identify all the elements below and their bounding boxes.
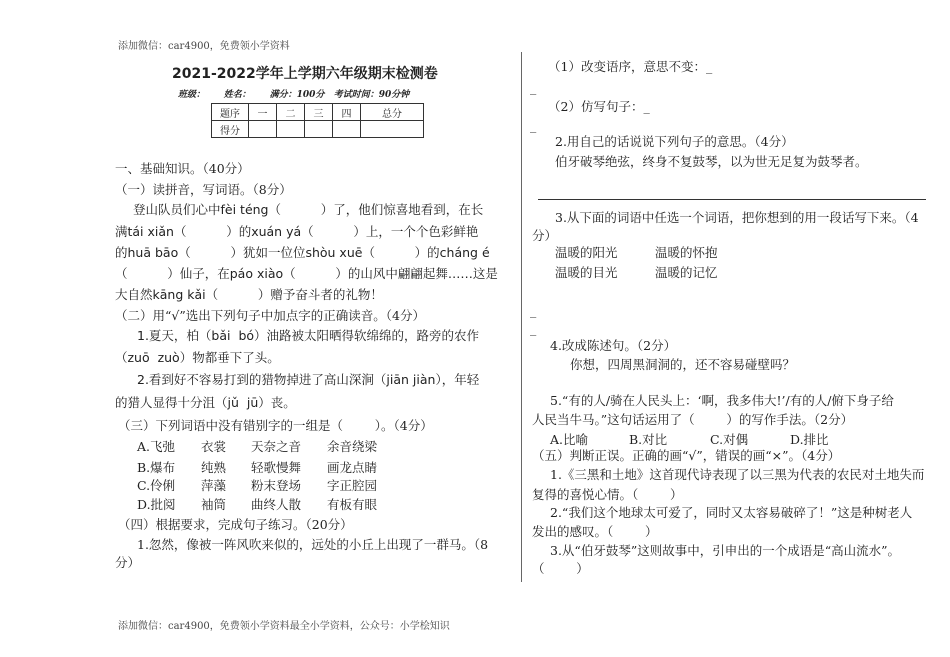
question-text: 2.用自己的话说说下列句子的意思。（4分） — [555, 134, 794, 149]
question-text: 发出的感叹。（ ） — [532, 524, 658, 539]
score-cell: 总分 — [361, 104, 424, 121]
answer-line[interactable]: _ — [530, 118, 537, 133]
word-choice: 温暖的记忆 — [655, 265, 718, 280]
question-text: 登山队员们心中fèi téng（ ）了，他们惊喜地看到，在长 — [133, 202, 484, 217]
option-word: D.批阅 — [137, 497, 176, 512]
column-divider — [521, 52, 522, 582]
section-1-heading: 一、基础知识。（40分） — [115, 161, 250, 176]
question-text: 伯牙破琴绝弦，终身不复鼓琴，以为世无足复为鼓琴者。 — [555, 154, 868, 169]
option-word: A.飞弛 — [137, 439, 176, 454]
option-choice: A.比喻 — [550, 432, 589, 447]
option-word: 袖筒 — [201, 497, 227, 512]
score-cell: 四 — [333, 104, 361, 121]
question-text: 大自然kāng kǎi（ ）赠予奋斗者的礼物！ — [115, 287, 383, 302]
question-text: 2.“我们这个地球太可爱了，同时又太容易破碎了！”这是种树老人 — [550, 505, 913, 520]
answer-line[interactable]: _ — [530, 321, 537, 336]
question-text: 分） — [115, 555, 141, 570]
score-cell: 三 — [305, 104, 333, 121]
option-word: 纯熟 — [201, 460, 227, 475]
option-word: 轻歌慢舞 — [251, 460, 302, 475]
word-choice: 温暖的怀抱 — [655, 245, 718, 260]
score-input-cell[interactable] — [249, 121, 277, 138]
option-choice: B.对比 — [629, 432, 668, 447]
exam-info: 班级： 姓名： 满分：100分 考试时间：90分钟 — [178, 90, 410, 100]
question-heading: （三）下列词语中没有错别字的一组是（ ）。（4分） — [118, 418, 433, 433]
word-choice: 温暖的阳光 — [555, 245, 618, 260]
question-text: 分） — [532, 228, 558, 243]
question-text: 你想，四周黑洞洞的，还不容易碰壁吗？ — [570, 357, 796, 372]
question-text: 1.《三黑和土地》这首现代诗表现了以三黑为代表的农民对土地失而 — [550, 467, 925, 482]
question-text: 3.从下面的词语中任选一个词语，把你想到的用一段话写下来。（4 — [555, 210, 919, 225]
word-choice: 温暖的目光 — [555, 265, 618, 280]
score-cell: 题序 — [212, 104, 249, 121]
question-heading: （四）根据要求，完成句子练习。（20分） — [118, 517, 353, 532]
score-input-cell[interactable] — [305, 121, 333, 138]
option-word: 天奈之音 — [251, 439, 302, 454]
question-heading: （一）读拼音，写词语。（8分） — [115, 182, 292, 197]
option-word: 衣裳 — [201, 439, 227, 454]
question-text: 复得的喜悦心情。（ ） — [532, 487, 683, 502]
option-word: 粉末登场 — [251, 478, 302, 493]
question-text: （ ） — [532, 561, 589, 576]
question-text: （1）改变语序，意思不变：_ — [548, 59, 713, 74]
option-word: 余音绕梁 — [327, 439, 378, 454]
question-text: 人民当牛马。”这句话运用了（ ）的写作手法。（2分） — [532, 412, 854, 427]
question-heading: （二）用“√”选出下列句子中加点字的正确读音。（4分） — [115, 308, 425, 323]
footer-note: 添加微信：car4900，免费领小学资料最全小学资料，公众号：小学桧知识 — [118, 621, 450, 632]
question-text: 3.从“伯牙鼓琴”这则故事中，引申出的一个成语是“高山流水”。 — [550, 543, 900, 558]
score-input-cell[interactable] — [277, 121, 305, 138]
question-heading: （五）判断正误。正确的画“√”，错误的画“×”。（4分） — [532, 448, 841, 463]
answer-underline[interactable] — [538, 199, 926, 200]
score-table-row — [212, 121, 424, 138]
question-text: 满tái xiǎn（ ）的xuán yá（ ）上，一个个色彩鲜艳 — [115, 224, 479, 239]
score-cell: 二 — [277, 104, 305, 121]
option-choice: D.排比 — [790, 432, 829, 447]
question-text: 5.“有的人/骑在人民头上：‘啊，我多伟大!’/有的人/俯下身子给 — [550, 393, 894, 408]
option-word: B.爆布 — [137, 460, 176, 475]
option-word: 曲终人散 — [251, 497, 302, 512]
exam-title: 2021-2022学年上学期六年级期末检测卷 — [172, 66, 438, 82]
question-text: （ ）仙子，在páo xiào（ ）的山风中翩翩起舞……这是 — [115, 266, 498, 281]
question-text: （2）仿写句子：_ — [548, 99, 650, 114]
header-note: 添加微信：car4900，免费领小学资料 — [118, 41, 290, 52]
score-input-cell[interactable] — [333, 121, 361, 138]
option-choice: C.对偶 — [710, 432, 749, 447]
option-word: 有板有眼 — [327, 497, 378, 512]
score-table-header-row — [212, 104, 424, 121]
score-input-cell[interactable] — [361, 121, 424, 138]
score-cell: 得分 — [212, 121, 249, 138]
question-text: 的huā bāo（ ）犹如一位位shòu xuē（ ）的cháng é — [115, 245, 490, 260]
score-table — [211, 103, 424, 138]
question-text: （zuō zuò）物都垂下了头。 — [115, 350, 280, 365]
option-word: 萍藻 — [201, 478, 227, 493]
question-text: 2.看到好不容易打到的猎物掉进了高山深涧（jiān jiàn），年轻 — [137, 372, 480, 387]
question-text: 1.夏天，柏（bǎi bó）油路被太阳晒得软绵绵的，路旁的农作 — [137, 328, 480, 343]
question-text: 4.改成陈述句。（2分） — [550, 338, 677, 353]
answer-line[interactable]: _ — [530, 80, 537, 95]
question-text: 1.忽然，像被一阵风吹来似的，远处的小丘上出现了一群马。（8 — [137, 537, 489, 552]
answer-line[interactable]: _ — [530, 303, 537, 318]
score-cell: 一 — [249, 104, 277, 121]
option-word: 字正腔园 — [327, 478, 378, 493]
option-word: 画龙点睛 — [327, 460, 378, 475]
question-text: 的猎人显得十分沮（jǔ jū）丧。 — [115, 395, 296, 410]
option-word: C.伶俐 — [137, 478, 176, 493]
